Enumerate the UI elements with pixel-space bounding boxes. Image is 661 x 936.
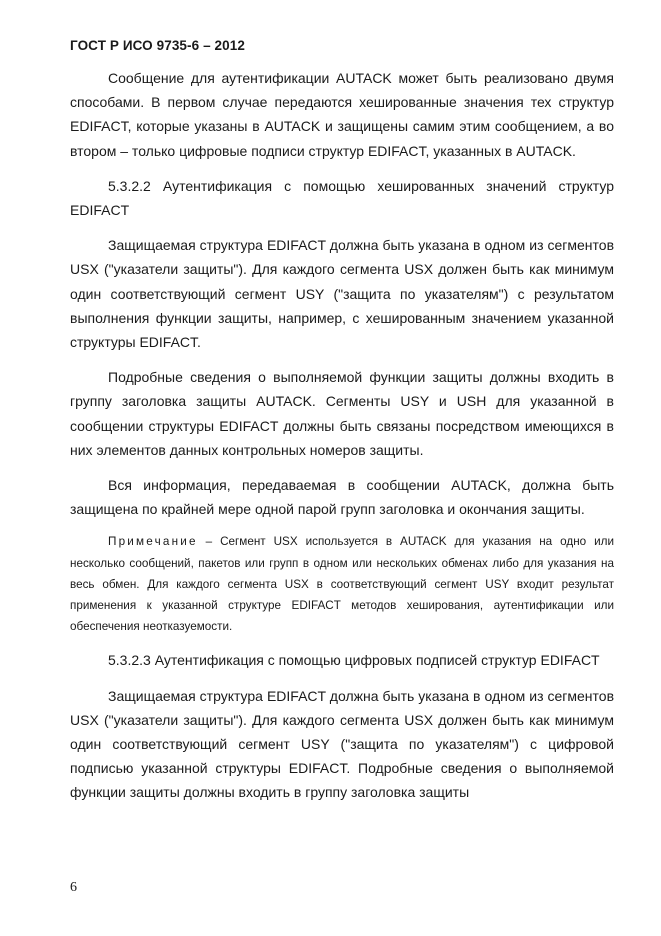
paragraph-autack-intro: Сообщение для аутентификации AUTACK может быть реализовано двумя способами. В первом случае передаются хешированные значения тех структур EDIFACT, которые указаны в AUTACK и защищены самим этим сообщением, а во втором – только цифровые подписи структур EDIFACT, указанных в AUTACK. xyxy=(70,70,614,159)
paragraph-security-function: Подробные сведения о выполняемой функции защиты должны входить в группу заголовка защиты AUTACK. Сегменты USY и USH для указанной в сообщении структуры EDIFACT должны быть связаны посредством имеющихся в них элементов данных контрольных номеров защиты. xyxy=(70,369,614,458)
page-number: 6 xyxy=(70,880,77,895)
document-header: ГОСТ Р ИСО 9735-6 – 2012 xyxy=(70,38,245,53)
note-text: – Сегмент USX используется в AUTACK для указания на одно или несколько сообщений, пакетов или групп в одном или нескольких обменах либо для указания на весь обмен. Для каждого сегмента USX в соответствующий сегмент USY входит результат применения к указанной структуре EDIFACT методов хеширования, аутентификации или обеспечения неотказуемости. xyxy=(70,535,614,634)
note-block xyxy=(70,531,614,637)
paragraph-hash-protection: Защищаемая структура EDIFACT должна быть указана в одном из сегментов USX ("указатели защиты"). Для каждого сегмента USX должен быть как минимум один соответствующий сегмент USY ("защита по указателям") с результатом выполнения функции защиты, например, с хешированным значением указанной структуры EDIFACT. xyxy=(70,237,614,351)
section-heading-5-3-2-3: 5.3.2.3 Аутентификация с помощью цифровых подписей структур EDIFACT xyxy=(108,652,600,669)
paragraph-digital-signature: Защищаемая структура EDIFACT должна быть указана в одном из сегментов USX ("указатели защиты"). Для каждого сегмента USX должен быть как минимум один соответствующий сегмент USY ("защита по указателям") с цифровой подписью указанной структуры EDIFACT. Подробные сведения о выполняемой функции защиты должны входить в группу заголовка защиты xyxy=(70,687,614,801)
paragraph-autack-protection: Вся информация, передаваемая в сообщении AUTACK, должна быть защищена по крайней мере одной парой групп заголовка и окончания защиты. xyxy=(70,477,614,518)
document-body xyxy=(70,66,614,805)
section-heading-5-3-2-2: 5.3.2.2 Аутентификация с помощью хешированных значений структур EDIFACT xyxy=(70,177,614,219)
note-label: Примечание xyxy=(108,535,198,549)
